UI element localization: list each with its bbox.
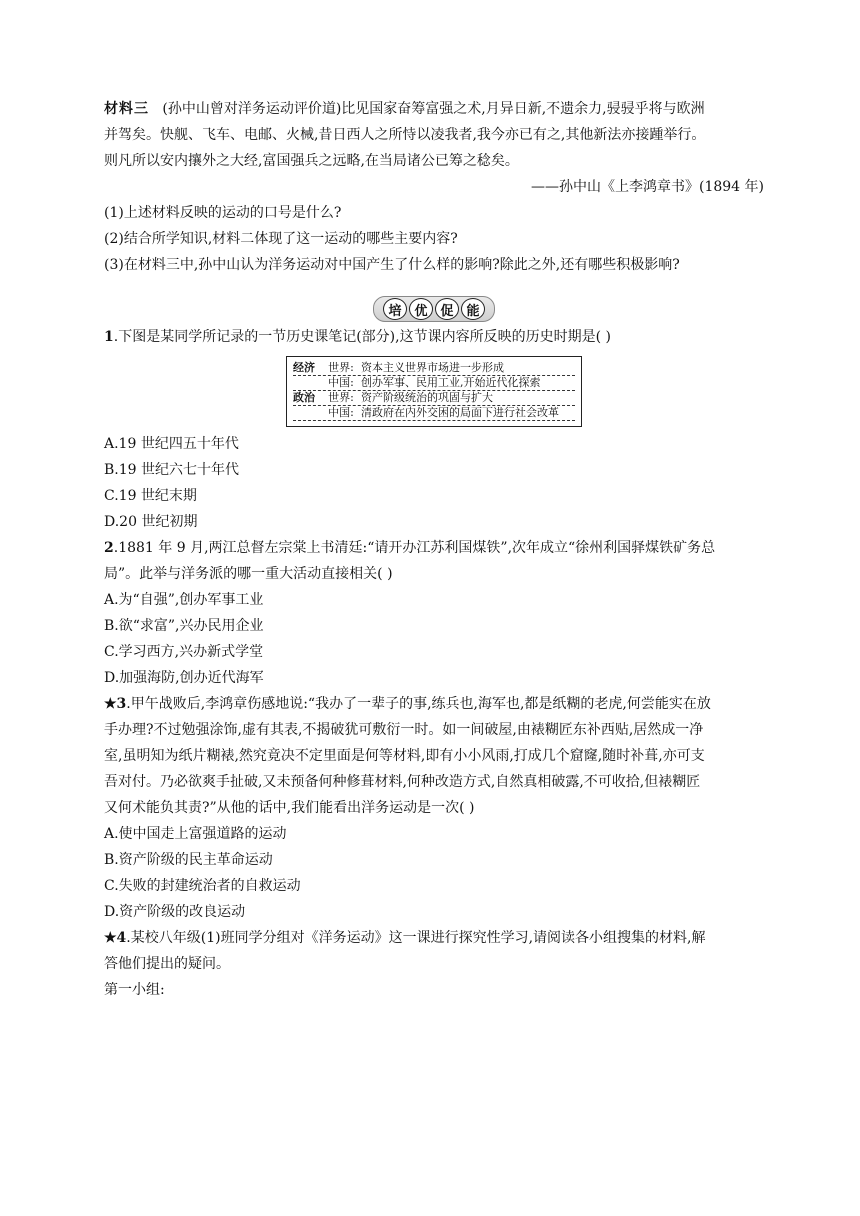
question-2-line-2: 局”。此举与洋务派的哪一重大活动直接相关( ) <box>104 566 393 582</box>
class-notes-figure <box>104 356 764 427</box>
material3-source: ——孙中山《上李鸿章书》(1894 年) <box>530 179 764 195</box>
q3-option-d: D.资产阶级的改良运动 <box>104 904 246 920</box>
question-1: 1.下图是某同学所记录的一节历史课笔记(部分),这节课内容所反映的历史时期是( ) <box>104 329 611 345</box>
subquestion-1: (1)上述材料反映的运动的口号是什么? <box>104 205 342 221</box>
question-3-line-5: 又何术能负其责?”从他的话中,我们能看出洋务运动是一次( ) <box>104 800 475 816</box>
q3-option-b: B.资产阶级的民主革命运动 <box>104 852 273 868</box>
notes-row: 政治 世界: 资产阶级统治的巩固与扩大 <box>293 391 575 406</box>
q1-option-d: D.20 世纪初期 <box>104 514 198 530</box>
question-4-line-2: 答他们提出的疑问。 <box>104 956 230 972</box>
q2-option-d: D.加强海防,创办近代海军 <box>104 670 264 686</box>
q2-option-a: A.为“自强”,创办军事工业 <box>104 592 264 608</box>
material3-line-1: 材料三 (孙中山曾对洋务运动评价道)比见国家奋筹富强之术,月异日新,不遗余力,骎骎乎将与欧洲 <box>104 101 705 117</box>
q1-option-c: C.19 世纪末期 <box>104 488 197 504</box>
q3-option-a: A.使中国走上富强道路的运动 <box>104 826 287 842</box>
q4-group-1-label: 第一小组: <box>104 982 165 998</box>
q2-option-b: B.欲“求富”,兴办民用企业 <box>104 618 264 634</box>
question-4-line-1: ★4.某校八年级(1)班同学分组对《洋务运动》这一课进行探究性学习,请阅读各小组搜集的材料,解 <box>104 930 706 946</box>
question-3-line-3: 室,虽明知为纸片糊裱,然究竟决不定里面是何等材料,即有小小风雨,打成几个窟窿,随时补葺,亦可支 <box>104 748 705 764</box>
subquestion-2: (2)结合所学知识,材料二体现了这一运动的哪些主要内容? <box>104 231 458 247</box>
section-banner <box>104 296 764 322</box>
q3-option-c: C.失败的封建统治者的自救运动 <box>104 878 301 894</box>
class-notes-box <box>286 356 582 427</box>
question-3-line-1: ★3.甲午战败后,李鸿章伤感地说:“我办了一辈子的事,练兵也,海军也,都是纸糊的老虎,何尝能实在放 <box>104 696 711 712</box>
material3-line-2: 并驾矣。快舰、飞车、电邮、火械,昔日西人之所恃以凌我者,我今亦已有之,其他新法亦接踵举行。 <box>104 127 706 143</box>
q2-option-c: C.学习西方,兴办新式学堂 <box>104 644 264 660</box>
material3-line-3: 则凡所以安内攘外之大经,富国强兵之远略,在当局诸公已筹之稔矣。 <box>104 153 519 169</box>
q1-option-b: B.19 世纪六七十年代 <box>104 462 240 478</box>
question-2-line-1: 2.1881 年 9 月,两江总督左宗棠上书清廷:“请开办江苏利国煤铁”,次年成立“徐州利国驿煤铁矿务总 <box>104 540 716 556</box>
question-3-line-4: 吾对付。乃必欲爽手扯破,又未预备何种修葺材料,何种改造方式,自然真相破露,不可收拾,但裱糊匠 <box>104 774 701 790</box>
question-3-line-2: 手办理?不过勉强涂饰,虚有其表,不揭破犹可敷衍一时。如一间破屋,由裱糊匠东补西贴,居然成一净 <box>104 722 704 738</box>
material3-label: 材料三 <box>104 101 149 117</box>
notes-row: 中国: 创办军事、民用工业,开始近代化探索 <box>293 376 575 391</box>
document-page <box>104 96 764 1003</box>
q1-option-a: A.19 世纪四五十年代 <box>104 436 239 452</box>
subquestion-3: (3)在材料三中,孙中山认为洋务运动对中国产生了什么样的影响?除此之外,还有哪些积极影响? <box>104 257 680 273</box>
notes-row: 经济 世界: 资本主义世界市场进一步形成 <box>293 361 575 376</box>
notes-row: 中国: 清政府在内外交困的局面下进行社会改革 <box>293 406 575 421</box>
section-title-badge: 培 优 促 能 <box>373 296 495 322</box>
